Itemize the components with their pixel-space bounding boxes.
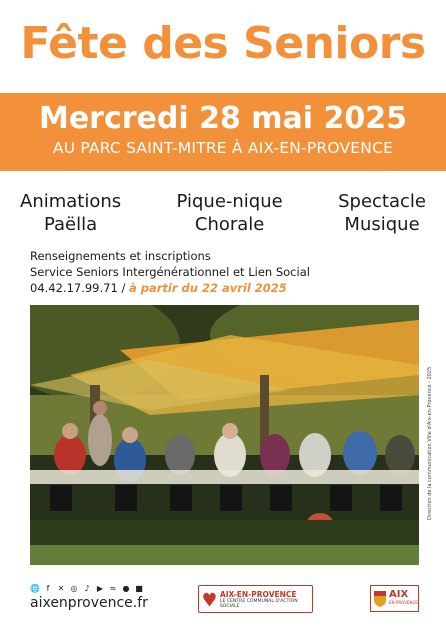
activity-column (177, 190, 283, 236)
activity-label: Musique (344, 214, 420, 235)
instagram-icon[interactable]: ◎ (70, 583, 78, 593)
activity-label: Chorale (194, 214, 265, 235)
facebook-icon[interactable]: f (46, 583, 50, 593)
x-icon[interactable]: ✕ (57, 583, 65, 593)
aix-logo-subtext: EN-PROVENCE (389, 599, 418, 605)
ccas-heart-icon (202, 589, 217, 609)
date-banner (0, 93, 446, 171)
social-icons (30, 583, 148, 593)
aix-logo-text: AIX (389, 588, 409, 600)
event-place: AU PARC SAINT-MITRE À AIX-EN-PROVENCE (52, 139, 394, 157)
page-title: Fête des Seniors (20, 18, 426, 69)
activity-column (338, 190, 426, 236)
phone-number[interactable]: 04.42.17.99.71 / (30, 281, 126, 295)
footer-left (30, 583, 148, 611)
ccas-logo (198, 585, 313, 613)
ccas-title: AIX-EN-PROVENCE (219, 589, 297, 599)
android-icon[interactable]: ■ (135, 583, 143, 593)
ccas-subtitle: LE CENTRE COMMUNAL D'ACTION SOCIALE (219, 598, 298, 609)
info-block (30, 248, 310, 296)
aix-logo (370, 585, 419, 612)
activity-label: Spectacle (338, 191, 426, 212)
activity-label: Pique-nique (176, 191, 283, 212)
activity-column (20, 190, 121, 236)
apple-icon[interactable]: ● (122, 583, 130, 593)
activities-list (20, 190, 426, 236)
activity-label: Animations (20, 191, 122, 212)
website-link[interactable]: aixenprovence.fr (30, 595, 148, 611)
event-date: Mercredi 28 mai 2025 (38, 101, 408, 136)
wifi-icon[interactable]: ≈ (109, 583, 117, 593)
youtube-icon[interactable]: ▶ (96, 583, 104, 593)
activity-label: Paëlla (43, 214, 98, 235)
city-shield-icon (374, 591, 386, 607)
registration-date: à partir du 22 avril 2025 (128, 281, 287, 295)
tiktok-icon[interactable]: ♪ (84, 583, 90, 593)
info-line: Renseignements et inscriptions (30, 249, 211, 263)
photo-credit: Direction de la communication Ville d'Aix-en-Provence - 2025 (427, 366, 433, 520)
web-icon[interactable]: 🌐 (30, 583, 40, 593)
info-line: Service Seniors Intergénérationnel et Lien Social (30, 265, 310, 279)
phone-line (30, 280, 310, 296)
event-photo (30, 305, 419, 565)
